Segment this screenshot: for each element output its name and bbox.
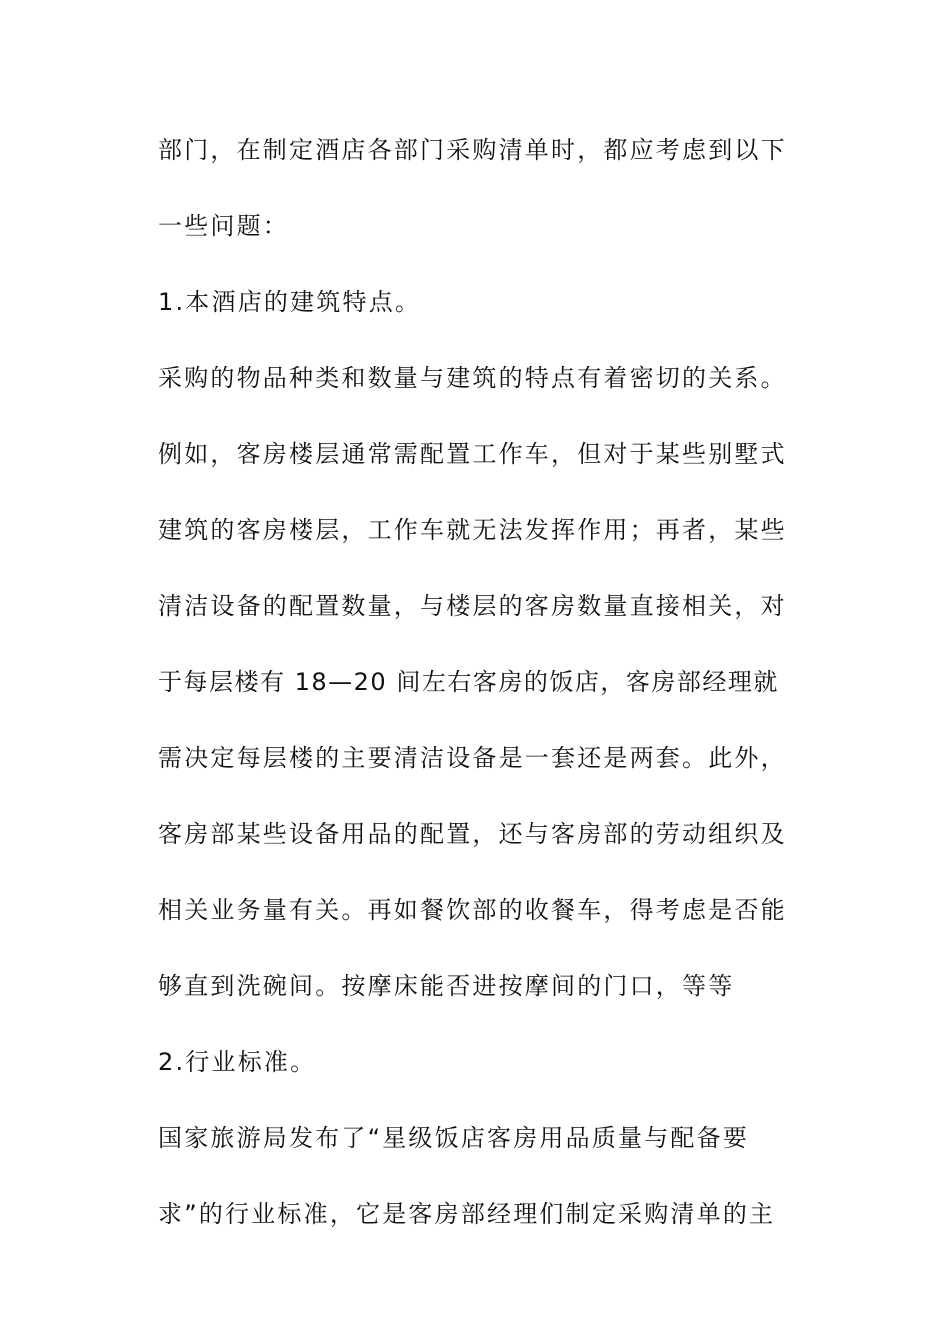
text-line: 客房部某些设备用品的配置，还与客房部的劳动组织及	[158, 820, 787, 848]
text-line: 部门，在制定酒店各部门采购清单时，都应考虑到以下	[158, 136, 787, 164]
text-line: 采购的物品种类和数量与建筑的特点有着密切的关系。	[158, 364, 787, 392]
text-line: 例如，客房楼层通常需配置工作车，但对于某些别墅式	[158, 440, 787, 468]
text-line: 国家旅游局发布了“星级饭店客房用品质量与配备要	[158, 1124, 750, 1152]
section-heading: 2.行业标准。	[158, 1048, 317, 1076]
text-line: 一些问题：	[158, 212, 289, 240]
text-line: 够直到洗碗间。按摩床能否进按摩间的门口，等等	[158, 972, 735, 1000]
text-line: 相关业务量有关。再如餐饮部的收餐车，得考虑是否能	[158, 896, 787, 924]
text-line: 于每层楼有 18—20 间左右客房的饭店，客房部经理就	[158, 668, 779, 696]
text-line: 清洁设备的配置数量，与楼层的客房数量直接相关，对	[158, 592, 787, 620]
text-line: 需决定每层楼的主要清洁设备是一套还是两套。此外，	[158, 744, 787, 772]
section-heading: 1.本酒店的建筑特点。	[158, 288, 422, 316]
text-line: 建筑的客房楼层，工作车就无法发挥作用；再者，某些	[158, 516, 787, 544]
text-line: 求”的行业标准，它是客房部经理们制定采购清单的主	[158, 1200, 776, 1228]
